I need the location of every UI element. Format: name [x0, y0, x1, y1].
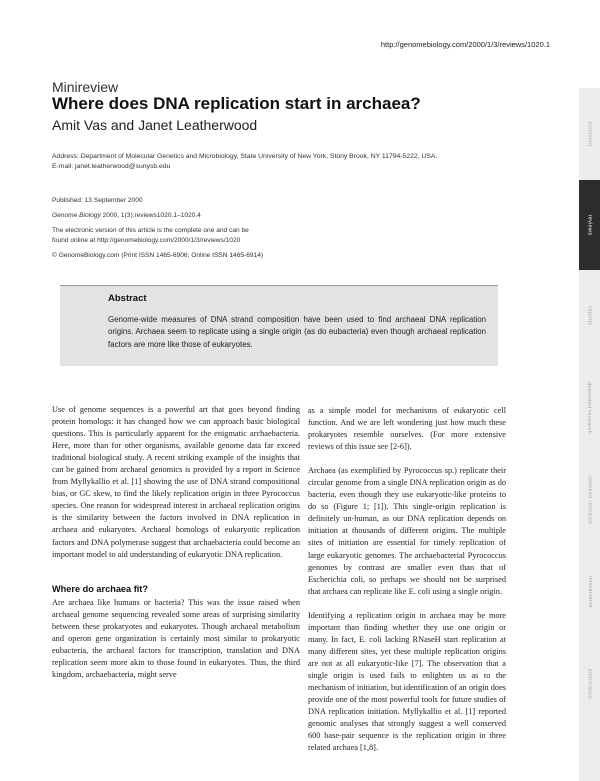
abstract-heading: Abstract: [108, 293, 147, 304]
section-nav-rail: [579, 88, 600, 781]
nav-tab-interactions[interactable]: interactions: [586, 576, 593, 608]
body-paragraph: Identifying a replication origin in archaea may be more important than finding whether they use one origin or many. In fact, E. coli lacking RNaseH start replication at many different sites, yet these multiple replication origins are not at all eukaryotic-like [7]. The observation that a single origin is used fails to enlighten us as to the mechanism of initiation, but identification of an origin does provide one of the most powerful tools for future studies of DNA replication initiation. Myllykallio et al. [1] reported genomic analyses that strongly suggest a well conserved 600 base-pair sequence is the replication origin in three related archaea [1,8].: [308, 610, 506, 753]
body-column-right: [308, 405, 506, 754]
nav-tab-reviews[interactable]: reviews: [579, 180, 600, 270]
body-paragraph: Are archaea like humans or bacteria? This was the issue raised when archaeal genome sequencing revealed some areas of surprising similarity between these prokaryotes and eukaryotes. Though archaeal metabolism and operon gene organization is certainly most similar to prokaryotic eubacteria, the archaeal factors for transcription, translation and DNA replication seem more akin to those found in eukaryotes. Thus, the third kingdom, archaebacteria, might serve: [52, 597, 300, 679]
citation-details: 2000, 1(3):reviews1020.1–1020.4: [100, 212, 201, 219]
article-authors: Amit Vas and Janet Leatherwood: [52, 117, 258, 133]
citation: [52, 211, 352, 221]
publication-info: [52, 196, 352, 261]
body-column-left: [52, 404, 300, 681]
article-url[interactable]: http://genomebiology.com/2000/1/3/reviews/1020.1: [380, 40, 550, 49]
nav-tab-comment[interactable]: comment: [586, 121, 593, 147]
abstract-box: [60, 285, 498, 366]
abstract-text: Genome-wide measures of DNA strand composition have been used to find archaeal DNA replication origins. Archaea seem to replicate using a single origin (as do eubacteria) even though archaeal replication factors are more like those of eukaryotes.: [108, 315, 486, 349]
body-paragraph: Use of genome sequences is a powerful art that goes beyond finding protein homologs: it has changed how we can approach basic biological questions. This is particularly apparent for the enigmatic archaebacteria. Here, more than for other organisms, available genome data far exceed traditional biological study. A recent striking example of the insights that can be gained from archaeal genomics is provided by a report in Science from Myllykallio et al. [1] showing the use of DNA strand compositional bias, or GC skew, to find the likely replication origin in three Pyrococcus species. One reason for widespread interest in archaeal replication origins is the similarity between the factors involved in DNA replication in archaea and eukaryotes. Archaeal homologs of eukaryotic replication factors and DNA polymerase suggest that archaebacteria could become an important model to aid understanding of eukaryotic DNA replication.: [52, 405, 300, 559]
electronic-version-note: The electronic version of this article is the complete one and can be: [52, 227, 249, 234]
article-title: Where does DNA replication start in archaea?: [52, 94, 421, 113]
nav-tab-deposited-research[interactable]: deposited research: [586, 381, 593, 435]
electronic-version-url[interactable]: found online at http://genomebiology.com/2000/1/3/reviews/1020: [52, 237, 241, 244]
body-paragraph: as a simple model for mechanisms of eukaryotic cell function. And we are left wondering just how much these prokaryotes resemble ourselves. (For more extensive reviews of this issue see [2-6]).: [308, 406, 506, 452]
article-type-label: Minireview: [52, 79, 119, 95]
copyright-line: © GenomeBiology.com (Print ISSN 1465-6906; Online ISSN 1465-6914): [52, 252, 264, 259]
author-email[interactable]: E-mail: janet.leatherwood@sunysb.edu: [52, 163, 171, 170]
nav-tab-reports[interactable]: reports: [586, 306, 593, 326]
published-date: Published: 13 September 2000: [52, 197, 143, 204]
body-paragraph: Archaea (as exemplified by Pyrococcus sp.) replicate their circular genome from a single DNA replication origin as do bacteria, even though they use eukaryotic-like proteins to do so (Figure 1; [1]). This single-origin replication is definitely un-human, as our DNA replication depends on initiation at thousands of different origins. The multiple sites of initiation are essential for timely replication of large eukaryotic genomes. The archaebacterial Pyrococcus genomes by contrast are smaller even than that of Escherichia coli, so perhaps we should not be surprised that archaea can replicate like E. coli using a single origin.: [308, 466, 506, 596]
author-address-block: [52, 152, 532, 172]
section-heading: Where do archaea fit?: [52, 583, 148, 594]
author-address: Address: Department of Molecular Genetics and Microbiology, State University of New York, Stony Brook, NY 11794-5222, USA.: [52, 153, 438, 160]
nav-tab-refereed-research[interactable]: refereed research: [586, 475, 593, 525]
citation-journal: Genome Biology: [52, 212, 101, 219]
nav-tab-information[interactable]: information: [586, 668, 593, 700]
